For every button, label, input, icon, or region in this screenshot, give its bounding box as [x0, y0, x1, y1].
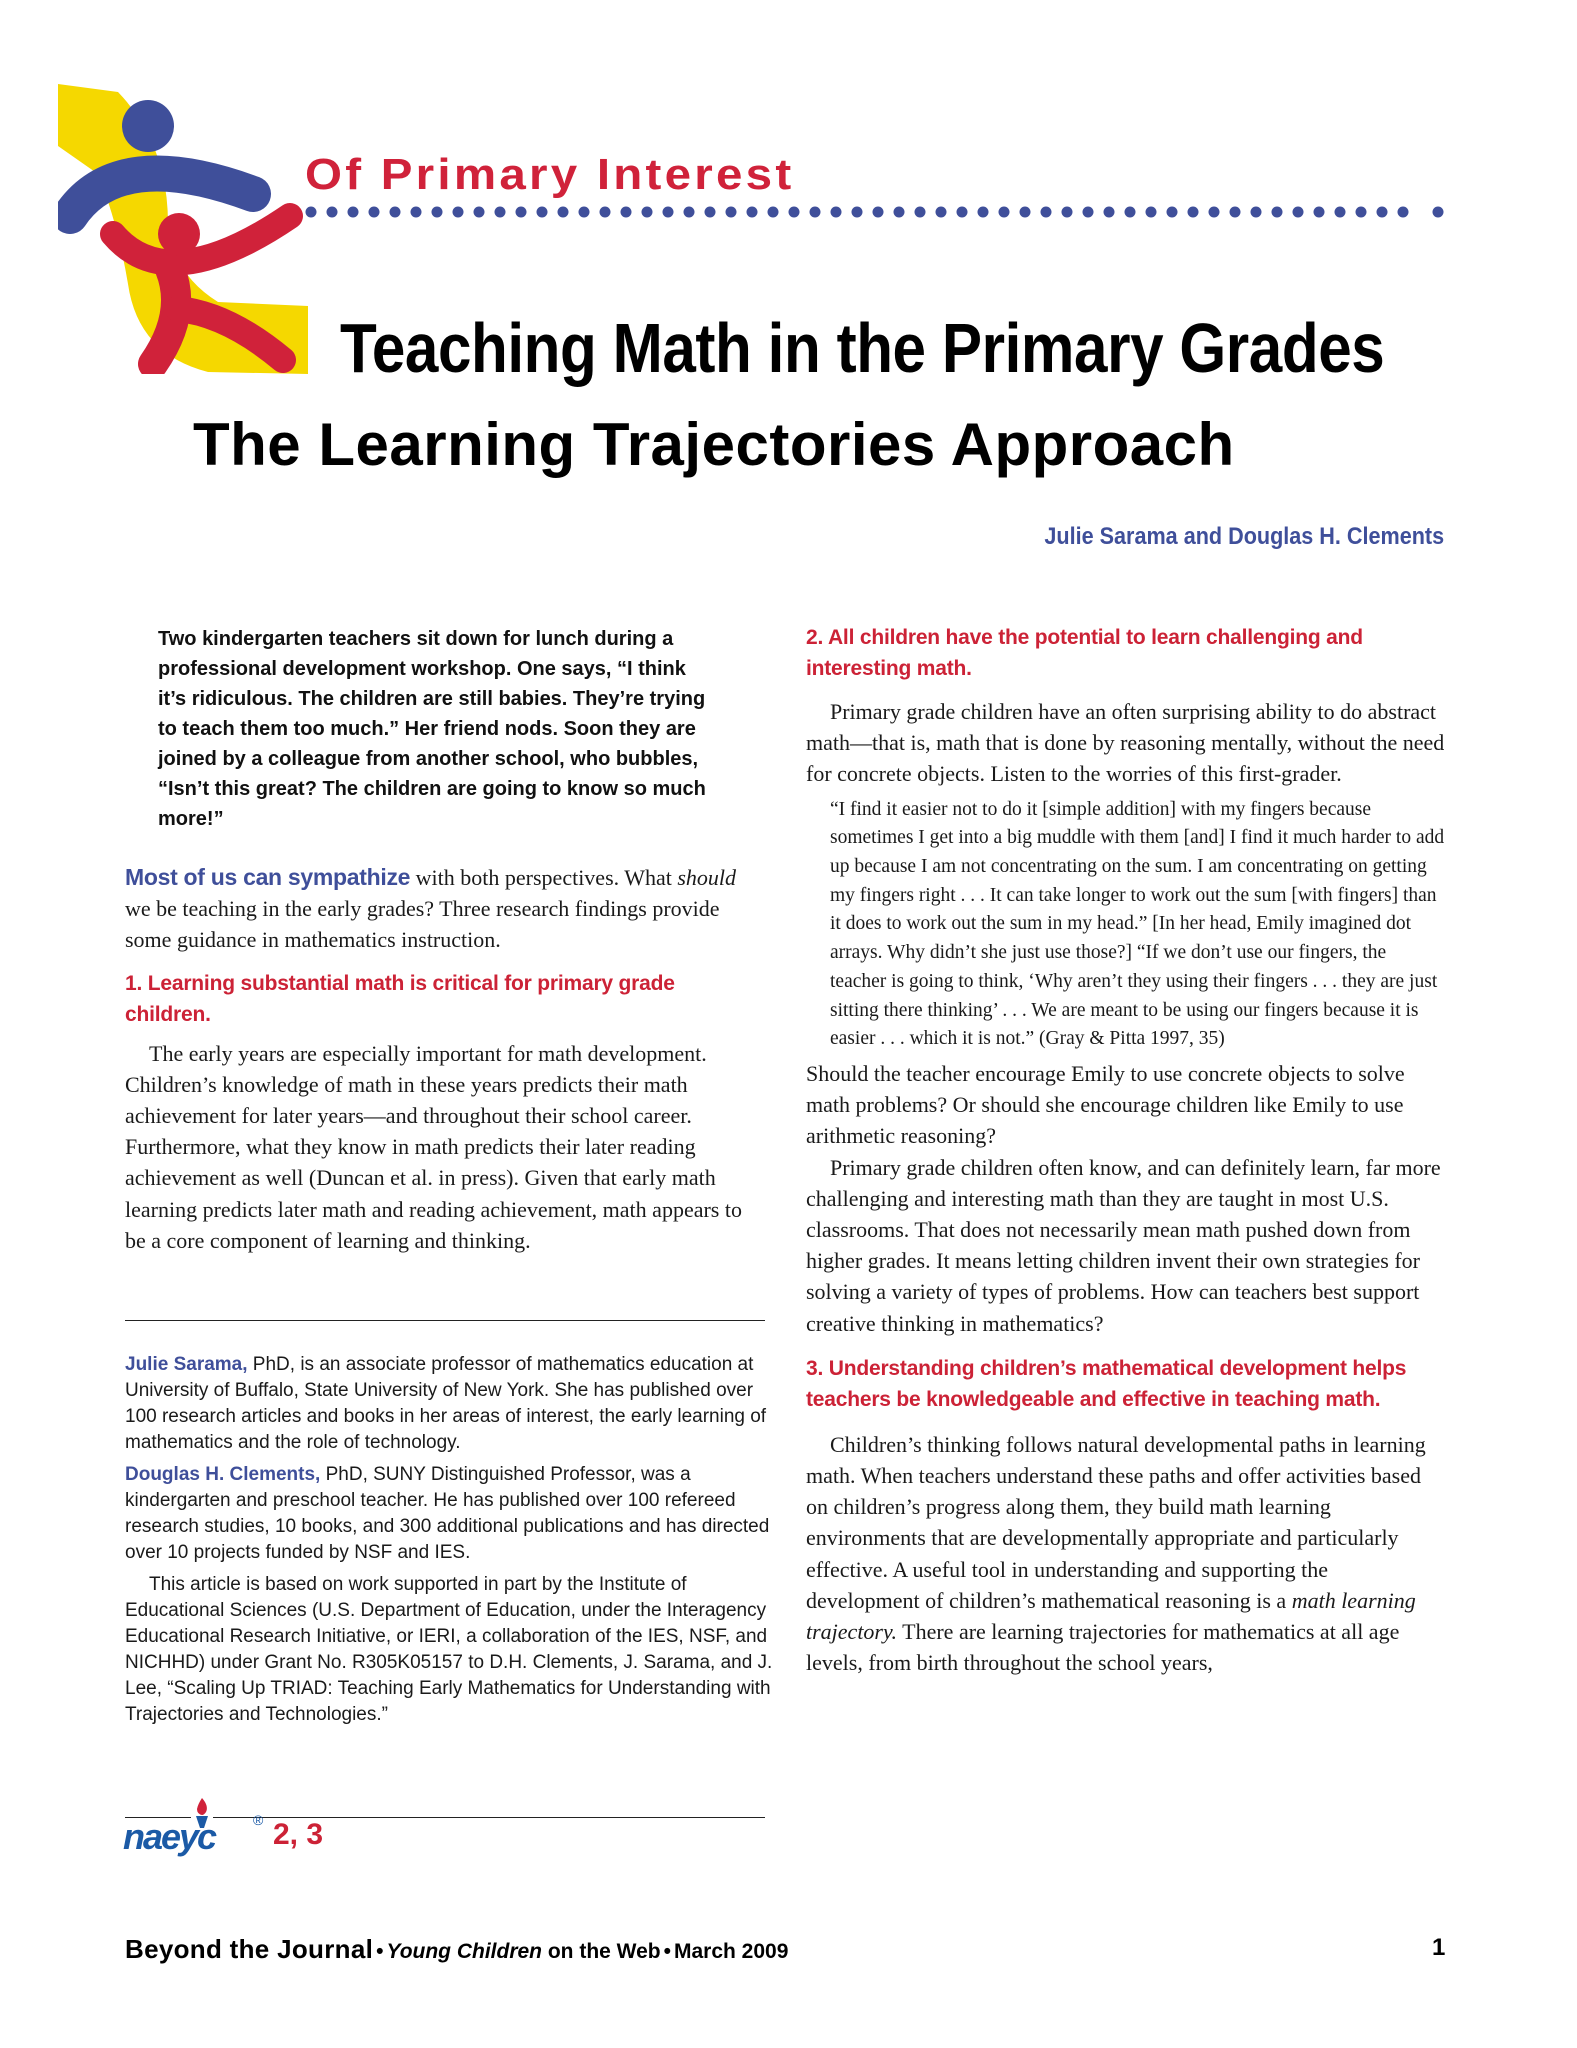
footer-brand: Beyond the Journal: [125, 1934, 374, 1964]
divider: [125, 1817, 765, 1818]
footer-date: March 2009: [673, 1940, 789, 1963]
section-heading-2: 2. All children have the potential to learn challenging and interesting math.: [806, 626, 1363, 680]
intro-paragraph: Two kindergarten teachers sit down for lunch during a professional development workshop. One says, “I think it’s ridiculous. The children are still babies. They’re trying to teach them too much.” Her friend nods. Soon they are joined by a colleague from another school, who bubbles, “Isn’t this great? The children are going to know so much more!”: [158, 628, 706, 830]
footer-separator: •: [663, 1940, 671, 1963]
article-subtitle: The Learning Trajectories Approach: [193, 411, 1235, 478]
naeyc-standards-numbers: 2, 3: [273, 1818, 324, 1851]
dotted-divider: [305, 205, 1445, 219]
page-number: 1: [1432, 1934, 1446, 1961]
section-heading-1: 1. Learning substantial math is critical for primary grade children.: [125, 971, 675, 1026]
series-title: Of Primary Interest: [305, 150, 795, 199]
bio-clements: [125, 1462, 775, 1566]
footer-separator: •: [376, 1940, 384, 1963]
section-heading-3: 3. Understanding children’s mathematical development helps teachers be knowledgeable and effective in teaching math.: [806, 1356, 1407, 1411]
opening-paragraph: [125, 862, 765, 956]
section-3-italic: math learning trajectory.: [806, 1587, 1416, 1644]
section-2-paragraph-a: Primary grade children have an often surprising ability to do abstract math—that is, math that is done by reasoning mentally, without the need for concrete objects. Listen to the worries of this first-grader.: [806, 699, 1445, 787]
children-figures-logo-icon: [58, 84, 308, 374]
bio-text-clements: PhD, SUNY Distinguished Professor, was a kindergarten and preschool teacher. He has published over 100 refereed research studies, 10 books, and 300 additional publications and has directed over 10 projects funded by NSF and IES.: [125, 1464, 770, 1563]
naeyc-logo: naeyc: [123, 1816, 216, 1857]
opening-italic: should: [677, 865, 737, 890]
left-column: [125, 862, 765, 1256]
section-1-paragraph: The early years are especially important for math development. Children’s knowledge of math in these years predicts their math achievement for later years—and throughout their school career. Furthermore, what they know in math predicts their later reading achievement as well (Duncan et al. in press). Given that early math learning predicts later math and reading achievement, math appears to be a core component of learning and thinking.: [125, 1040, 742, 1253]
footer-magazine: Young Children: [386, 1940, 543, 1963]
section-3-text-end: There are learning trajectories for mathematics at all age levels, from birth throughout the school years,: [806, 1618, 1400, 1676]
opening-text: with both perspectives. What: [410, 865, 678, 890]
article-title: Teaching Math in the Primary Grades: [340, 309, 1385, 387]
right-column: [806, 622, 1446, 1678]
section-3-paragraph: [806, 1429, 1446, 1679]
footer-on-web: on the Web: [542, 1940, 661, 1963]
bio-name-clements: Douglas H. Clements,: [125, 1464, 321, 1485]
registered-mark: ®: [253, 1812, 264, 1828]
author-bios: [125, 1352, 775, 1734]
author-byline: Julie Sarama and Douglas H. Clements: [1044, 523, 1444, 550]
lead-in: Most of us can sympathize: [125, 864, 411, 890]
bio-text-sarama: PhD, is an associate professor of mathematics education at University of Buffalo, State University of New York. She has published over 100 research articles and books in her areas of interest, the early learning of mathematics and the role of technology.: [125, 1354, 767, 1453]
divider: [125, 1320, 765, 1321]
bio-sarama: [125, 1352, 775, 1456]
section-2-paragraph-b: Should the teacher encourage Emily to use concrete objects to solve math problems? Or should she encourage children like Emily to use arithmetic reasoning?: [806, 1060, 1405, 1149]
section-2-paragraph-c: Primary grade children often know, and can definitely learn, far more challenging and interesting math than they are taught in most U.S. classrooms. That does not necessarily mean math pushed down from higher grades. It means letting children invent their own strategies for solving a variety of types of problems. How can teachers best support creative thinking in mathematics?: [806, 1154, 1441, 1336]
funding-note: This article is based on work supported in part by the Institute of Educational Sciences (U.S. Department of Education, under the Interagency Educational Research Initiative, or IERI, a collaboration of the IES, NSF, and NICHHD) under Grant No. R305K05157 to D.H. Clements, J. Sarama, and J. Lee, “Scaling Up TRIAD: Teaching Early Mathematics for Understanding with Trajectories and Technologies.”: [125, 1574, 773, 1725]
page-footer: [125, 1934, 788, 1965]
section-3-text: Children’s thinking follows natural developmental paths in learning math. When teachers understand these paths and offer activities based on children’s progress along them, they build math learning environments that are developmentally appropriate and particularly effective. A useful tool in understanding and supporting the development of children’s mathematical reasoning is a: [806, 1431, 1426, 1613]
block-quote: “I find it easier not to do it [simple addition] with my fingers because sometimes I get into a big muddle with them [and] I find it much harder to add up because I am not concentrating on the sum. I am concentrating on getting my fingers right . . . It can take longer to work out the sum [with fingers] than it does to work out the sum in my head.” [In her head, Emily imagined dot arrays. Why didn’t she just use those?] “If we don’t use our fingers, the teacher is going to think, ‘Why aren’t they using their fingers . . . they are just sitting there thinking’ . . . We are meant to be using our fingers because it is easier . . . which it is not.” (Gray & Pitta 1997, 35): [830, 798, 1445, 1050]
bio-name-sarama: Julie Sarama,: [125, 1354, 248, 1375]
opening-text-continued: we be teaching in the early grades? Three research findings provide some guidance in mathematics instruction.: [125, 896, 720, 953]
